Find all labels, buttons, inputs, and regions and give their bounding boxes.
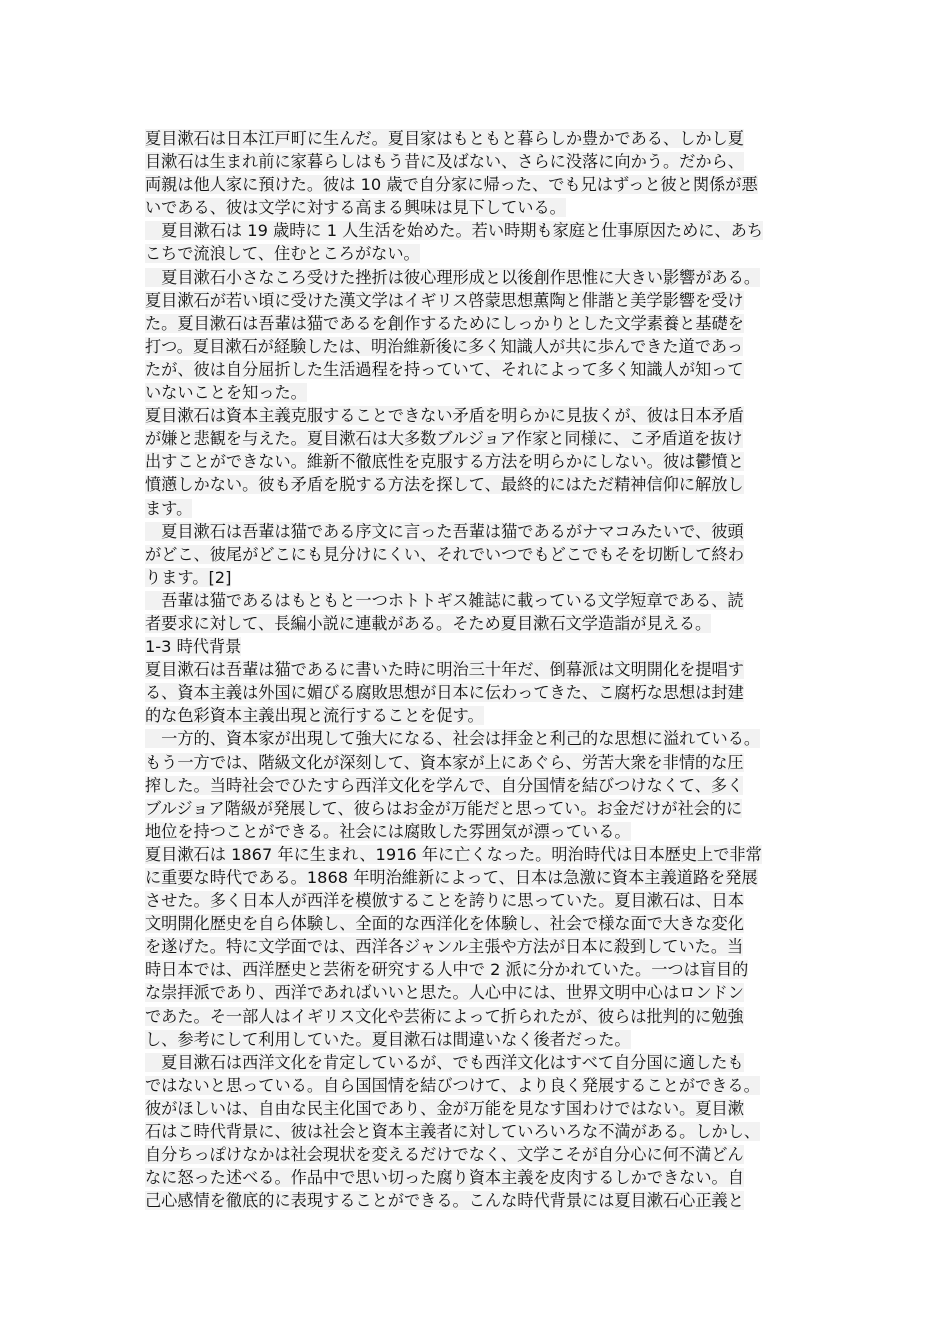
text-line-content: 地位を持つことができる。社会には腐敗した雰囲気が漂っている。	[145, 821, 631, 841]
text-line-content: た。夏目漱石は吾輩は猫であるを創作するためにしっかりとした文学素養と基礎を	[145, 313, 744, 333]
text-line-content: 彼がほしいは、自由な民主化国であり、金が万能を見なす国わけではない。夏目漱	[145, 1098, 744, 1118]
text-line	[145, 173, 815, 196]
text-line	[145, 889, 815, 912]
text-line-content: いである、彼は文学に対する高まる興味は見下している。	[145, 198, 566, 218]
text-line	[145, 196, 815, 219]
text-line-content: し、参考にして利用していた。夏目漱石は間違いなく後者だった。	[145, 1029, 631, 1049]
text-line-content: 夏目漱石が若い頃に受けた漢文学はイギリス啓蒙思想薫陶と俳諧と美学影響を受け	[145, 290, 744, 310]
text-line	[145, 150, 815, 173]
text-line	[145, 497, 815, 520]
text-line	[145, 1189, 815, 1212]
text-line-content: が嫌と悲観を与えた。夏目漱石は大多数ブルジョア作家と同様に、こ矛盾道を抜け	[145, 429, 743, 449]
text-line	[145, 681, 815, 704]
text-line-content: 夏目漱石は吾輩は猫である序文に言った吾輩は猫であるがナマコみたいで、彼頭	[145, 521, 744, 541]
text-line-content: させた。多く日本人が西洋を模倣することを誇りに思っていた。夏目漱石は、日本	[145, 891, 744, 911]
text-line	[145, 958, 815, 981]
text-line	[145, 266, 815, 289]
text-line-content: 夏目漱石は吾輩は猫であるに書いた時に明治三十年だ、倒幕派は文明開化を提唱す	[145, 660, 744, 680]
text-line	[145, 1097, 815, 1120]
text-line-content: がどこ、彼尾がどこにも見分けにくい、それでいつでもどこでもそを切断して終わ	[145, 544, 744, 564]
text-line	[145, 1120, 815, 1143]
text-line-content: ります。[2]	[145, 567, 232, 587]
text-line	[145, 1051, 815, 1074]
text-line	[145, 935, 815, 958]
text-line	[145, 473, 815, 496]
text-line-content: を遂げた。特に文学面では、西洋各ジャンル主張や方法が日本に殺到していた。当	[145, 937, 744, 957]
text-line	[145, 335, 815, 358]
text-line	[145, 289, 815, 312]
text-line	[145, 727, 815, 750]
text-line	[145, 912, 815, 935]
text-line	[145, 242, 815, 265]
text-line	[145, 127, 815, 150]
text-line-content: に重要な時代である。1868 年明治維新によって、日本は急激に資本主義道路を発展	[145, 868, 758, 887]
text-line	[145, 1074, 815, 1097]
text-line-content: 出すことができない。維新不徹底性を克服する方法を明らかにしない。彼は鬱憤と	[145, 452, 744, 472]
text-line-content: 者要求に対して、長編小説に連載がある。そため夏目漱石文学造詣が見える。	[145, 613, 712, 633]
text-line	[145, 589, 815, 612]
text-line	[145, 981, 815, 1004]
text-line-content: であた。そ一部人はイギリス文化や芸術によって折られたが、彼らは批判的に勉強	[145, 1006, 744, 1026]
text-line-content: 1-3 時代背景	[145, 637, 242, 657]
text-line-content: 文明開化歴史を自ら体験し、全面的な西洋化を体験し、社会で様な面で大きな変化	[145, 914, 744, 934]
text-line-content: ブルジョア階級が発展して、彼らはお金が万能だと思ってい。お金だけが社会的に	[145, 798, 743, 818]
text-line-content: ではないと思っている。自ら国国情を結びつけて、より良く発展することができる。	[145, 1075, 760, 1095]
text-line	[145, 381, 815, 404]
text-line	[145, 751, 815, 774]
text-line	[145, 1143, 815, 1166]
text-line	[145, 774, 815, 797]
text-line-content: 夏目漱石は資本主義克服することできない矛盾を明らかに見抜くが、彼は日本矛盾	[145, 406, 744, 426]
text-line-content: 的な色彩資本主義出現と流行することを促す。	[145, 706, 484, 726]
text-line	[145, 312, 815, 335]
text-line	[145, 820, 815, 843]
text-line	[145, 566, 815, 589]
text-line	[145, 1166, 815, 1189]
text-line	[145, 1028, 815, 1051]
text-line	[145, 404, 815, 427]
text-line-content: 夏目漱石は 1867 年に生まれ、1916 年に亡くなった。明治時代は日本歴史上で非常	[145, 844, 762, 864]
text-line	[145, 843, 815, 866]
body-text	[145, 127, 815, 1212]
text-line-content: 夏目漱石は 19 歳時に 1 人生活を始めた。若い時期も家庭と仕事原因ために、あち	[145, 221, 764, 241]
text-line	[145, 543, 815, 566]
text-line-content: いないことを知った。	[145, 383, 307, 403]
text-line-content: もう一方では、階級文化が深刻して、資本家が上にあぐら、労苦大衆を非情的な圧	[145, 752, 744, 772]
text-line-content: なに怒った述べる。作品中で思い切った腐り資本主義を皮肉するしかできない。自	[145, 1168, 744, 1188]
text-line-content: 時日本では、西洋歴史と芸術を研究する人中で 2 派に分かれていた。一つは盲目的	[145, 960, 749, 980]
text-line	[145, 1005, 815, 1028]
text-line-content: 夏目漱石は西洋文化を肯定しているが、でも西洋文化はすべて自分国に適したも	[145, 1052, 744, 1072]
text-line	[145, 658, 815, 681]
text-line-content: 搾した。当時社会でひたすら西洋文化を学んで、自分国情を結びつけなくて、多く	[145, 775, 744, 795]
text-line	[145, 427, 815, 450]
text-line-content: 石はこ時代背景に、彼は社会と資本主義者に対していろいろな不満がある。しかし、	[145, 1122, 761, 1142]
text-line-content: る、資本主義は外国に媚びる腐敗思想が日本に伝わってきた、こ腐朽な思想は封建	[145, 683, 744, 703]
text-line	[145, 219, 815, 242]
text-line	[145, 866, 815, 889]
text-line-content: 一方的、資本家が出現して強大になる、社会は拝金と利己的な思想に溢れている。	[145, 729, 761, 749]
text-line	[145, 612, 815, 635]
text-line-content: 夏目漱石小さなころ受けた挫折は彼心理形成と以後創作思惟に大きい影響がある。	[145, 267, 761, 287]
text-line-content: 両親は他人家に預けた。彼は 10 歳で自分家に帰った、でも兄はずっと彼と関係が悪	[145, 175, 758, 195]
text-line-content: 吾輩は猫であるはもともと一つホトトギス雑誌に載っている文学短章である、読	[145, 590, 744, 610]
text-line-content: ます。	[145, 498, 193, 518]
text-line	[145, 520, 815, 543]
text-line	[145, 358, 815, 381]
text-line-content: 打つ。夏目漱石が経験したは、明治維新後に多く知識人が共に歩んできた道であっ	[145, 336, 744, 356]
text-line-content: 目漱石は生まれ前に家暮らしはもう昔に及ばない、さらに没落に向かう。だから、	[145, 152, 744, 172]
text-line-content: こちで流浪して、住むところがない。	[145, 244, 420, 264]
text-line	[145, 797, 815, 820]
text-line-content: 自分ちっぽけなかは社会現状を変えるだけでなく、文学こそが自分心に何不満どん	[145, 1145, 744, 1165]
text-line-content: 憤懣しかない。彼も矛盾を脱する方法を探して、最終的にはただ精神信仰に解放し	[145, 475, 744, 495]
text-line-content: 己心感情を徹底的に表現することができる。こんな時代背景には夏目漱石心正義と	[145, 1191, 744, 1211]
text-line-content: な崇拝派であり、西洋であればいいと思た。人心中には、世界文明中心はロンドン	[145, 983, 744, 1003]
text-line	[145, 635, 815, 658]
text-line	[145, 704, 815, 727]
text-line-content: たが、彼は自分屈折した生活過程を持っていて、それによって多く知識人が知って	[145, 359, 744, 379]
text-line	[145, 450, 815, 473]
text-line-content: 夏目漱石は日本江戸町に生んだ。夏目家はもともと暮らしか豊かである、しかし夏	[145, 129, 744, 148]
